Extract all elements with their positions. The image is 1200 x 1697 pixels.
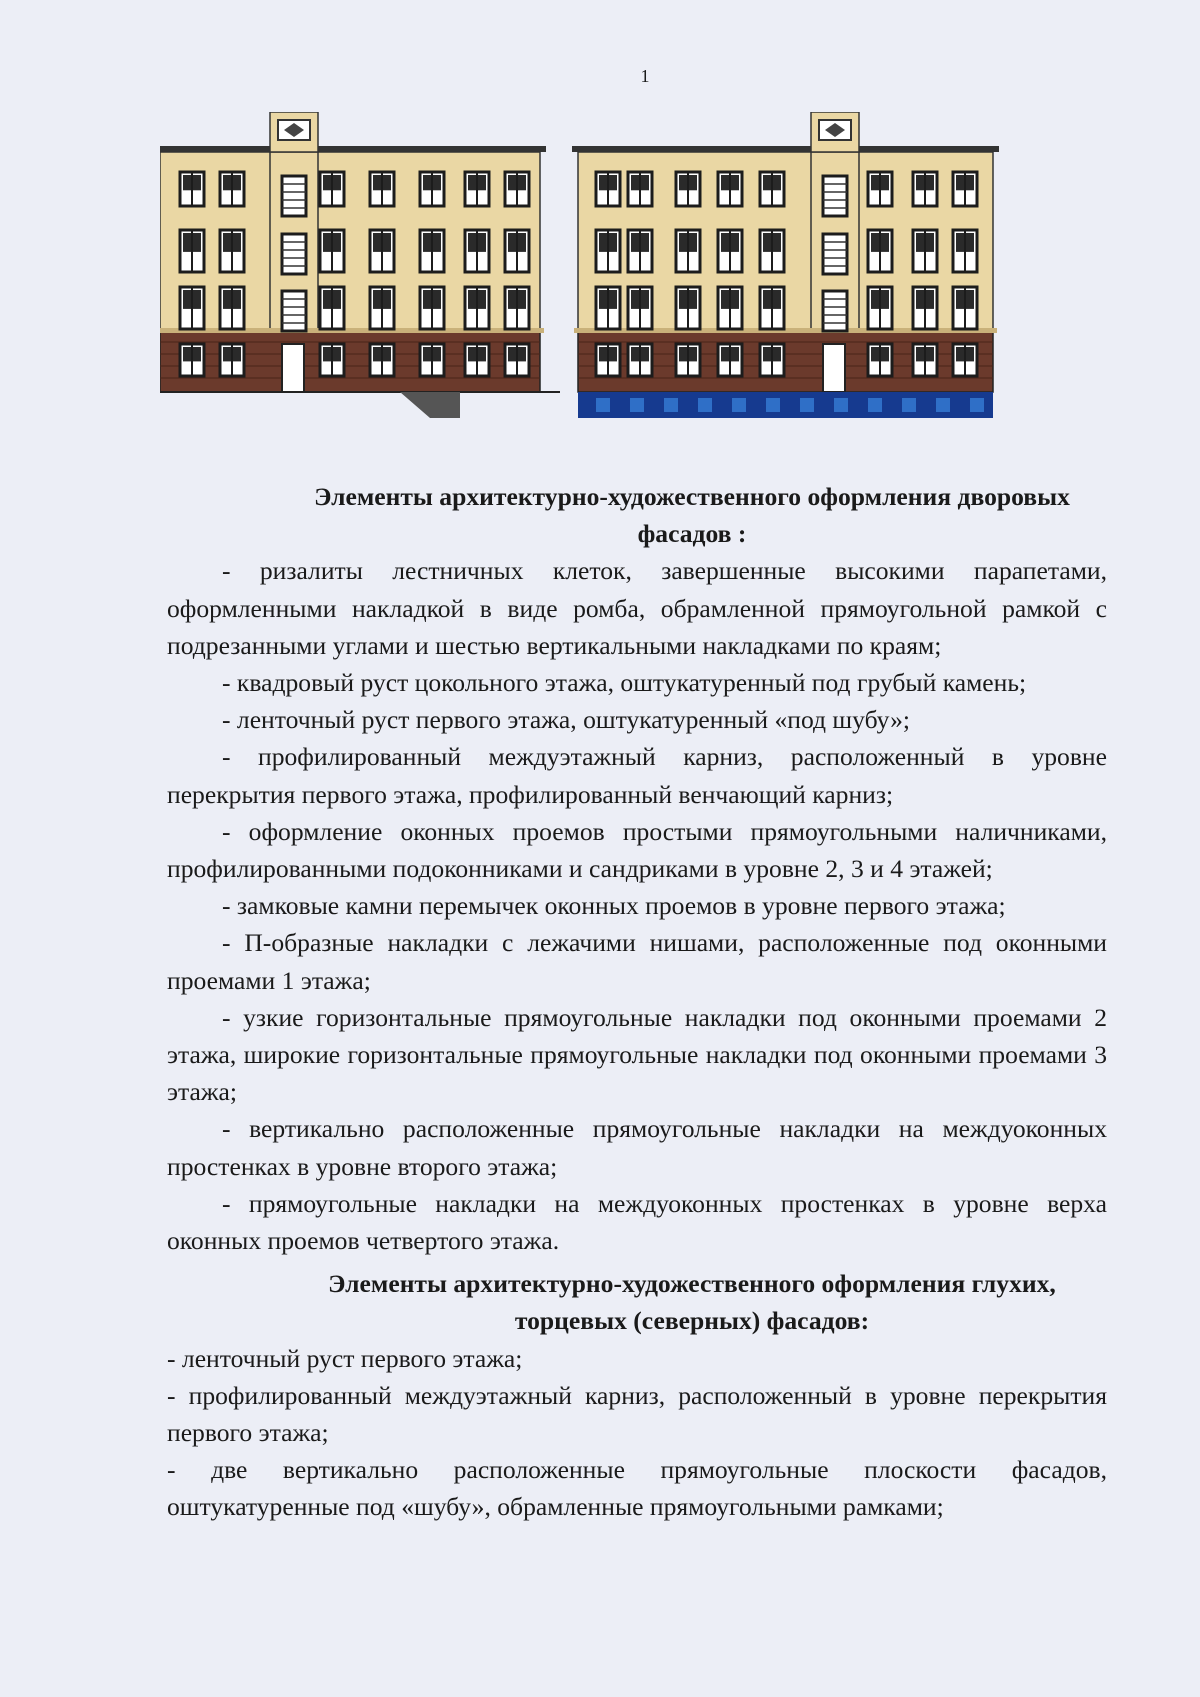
list-item: - ленточный руст первого этажа, оштукатуренный «под шубу»; xyxy=(222,705,910,735)
entrance-door xyxy=(282,344,304,392)
crowning-cornice xyxy=(160,146,546,152)
document-body xyxy=(167,478,1107,1526)
plinth-vent xyxy=(698,398,712,412)
entrance-door xyxy=(823,344,845,392)
stair-window xyxy=(823,176,847,216)
list-item: - ризалиты лестничных клеток, завершенные высокими парапетами, оформленными накладкой в виде ромба, обрамленной прямоугольной рамкой с подрезанными углами и шестью вертикальными накладками по краям; xyxy=(167,556,1107,660)
plinth-vent xyxy=(834,398,848,412)
stair-window xyxy=(823,234,847,274)
stair-window xyxy=(282,291,306,331)
stair-window xyxy=(282,234,306,274)
list-item: - ленточный руст первого этажа; xyxy=(167,1343,523,1373)
plinth-vent xyxy=(800,398,814,412)
list-item: - профилированный междуэтажный карниз, расположенный в уровне перекрытия первого этажа, профилированный венчающий карниз; xyxy=(167,742,1107,809)
plinth-vent xyxy=(732,398,746,412)
list-item: - вертикально расположенные прямоугольные накладки на междуоконных простенках в уровне второго этажа; xyxy=(167,1114,1107,1181)
heading-courtyard-facades: Элементы архитектурно-художественного оформления дворовых фасадов : xyxy=(314,482,1070,549)
entrance-steps xyxy=(400,392,460,418)
plinth-vent xyxy=(664,398,678,412)
stair-window xyxy=(282,176,306,216)
list-item: - профилированный междуэтажный карниз, расположенный в уровне перекрытия первого этажа; xyxy=(167,1380,1107,1448)
plinth-vent xyxy=(902,398,916,412)
stair-window xyxy=(823,291,847,331)
plinth-vent xyxy=(630,398,644,412)
crowning-cornice xyxy=(572,146,999,152)
list-item: - оформление оконных проемов простыми прямоугольными наличниками, профилированными подоконниками и сандриками в уровне 2, 3 и 4 этажей; xyxy=(167,816,1107,884)
plinth-vent xyxy=(970,398,984,412)
list-item: - прямоугольные накладки на междуоконных простенках в уровне верха оконных проемов четвертого этажа. xyxy=(167,1188,1107,1256)
plinth-vent xyxy=(766,398,780,412)
facade-elevations xyxy=(160,112,1100,472)
list-item: - замковые камни перемычек оконных проемов в уровне первого этажа; xyxy=(222,891,1006,921)
list-item: - узкие горизонтальные прямоугольные накладки под оконными проемами 2 этажа, широкие горизонтальные прямоугольные накладки под оконными проемами 3 этажа; xyxy=(167,1002,1107,1107)
plinth-vent xyxy=(596,398,610,412)
facade-drawings xyxy=(160,112,1100,472)
page-number: 1 xyxy=(640,66,650,86)
plinth-vent xyxy=(936,398,950,412)
list-item: - квадровый руст цокольного этажа, оштукатуренный под грубый камень; xyxy=(222,668,1027,698)
list-item: - П-образные накладки с лежачими нишами, расположенные под оконными проемами 1 этажа; xyxy=(167,928,1107,995)
heading-end-facades: Элементы архитектурно-художественного оформления глухих, торцевых (северных) фасадов: xyxy=(328,1269,1056,1336)
plinth-vent xyxy=(868,398,882,412)
list-item: - две вертикально расположенные прямоугольные плоскости фасадов, оштукатуренные под «шубу», обрамленные прямоугольными рамками; xyxy=(167,1455,1107,1522)
